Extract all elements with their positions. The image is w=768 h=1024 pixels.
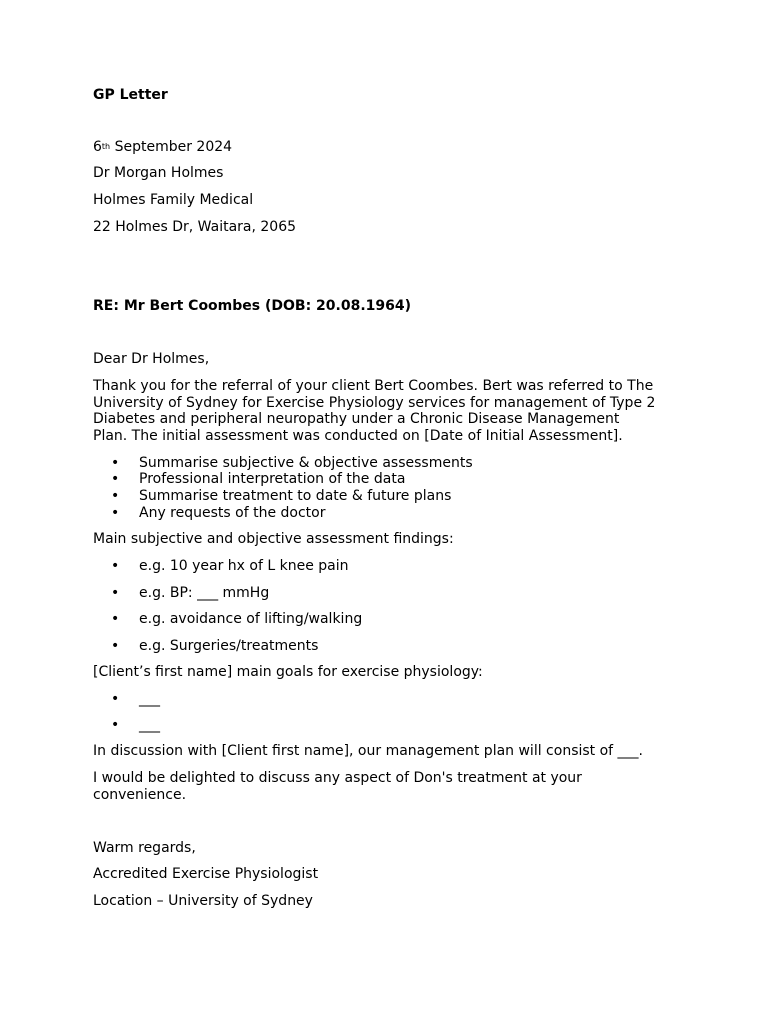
date-day: 6 xyxy=(93,139,102,155)
goals-bullet-item: ___ xyxy=(139,691,160,707)
findings-heading: Main subjective and objective assessment findings: xyxy=(93,531,454,547)
bullet-glyph: • xyxy=(111,455,120,471)
findings-bullet-item: e.g. 10 year hx of L knee pain xyxy=(139,558,349,574)
bullet-glyph: • xyxy=(111,505,120,521)
management-plan-line: In discussion with [Client first name], our management plan will consist of ___. xyxy=(93,743,643,759)
findings-bullet-item: e.g. BP: ___ mmHg xyxy=(139,585,270,601)
signoff: Warm regards, xyxy=(93,840,196,856)
bullet-glyph: • xyxy=(111,471,120,487)
practice-address: 22 Holmes Dr, Waitara, 2065 xyxy=(93,219,297,235)
findings-bullet-item: e.g. Surgeries/treatments xyxy=(139,638,319,654)
bullet-glyph: • xyxy=(111,558,120,574)
letter-heading: GP Letter xyxy=(93,87,168,103)
signature-location: Location – University of Sydney xyxy=(93,893,313,909)
date-month-year: September 2024 xyxy=(110,139,233,155)
bullet-glyph: • xyxy=(111,691,120,707)
recipient-name: Dr Morgan Holmes xyxy=(93,165,224,181)
closing-paragraph xyxy=(93,770,673,803)
intro-line: Diabetes and peripheral neuropathy under a Chronic Disease Management xyxy=(93,411,620,427)
salutation: Dear Dr Holmes, xyxy=(93,351,210,367)
goals-bullet-item: ___ xyxy=(139,717,160,733)
summary-bullet-item: Professional interpretation of the data xyxy=(139,471,406,487)
closing-line: I would be delighted to discuss any aspect of Don's treatment at your xyxy=(93,770,582,786)
bullet-glyph: • xyxy=(111,488,120,504)
summary-bullet-item: Any requests of the doctor xyxy=(139,505,326,521)
intro-line: Plan. The initial assessment was conducted on [Date of Initial Assessment]. xyxy=(93,427,623,444)
practice-name: Holmes Family Medical xyxy=(93,192,254,208)
findings-bullet-item: e.g. avoidance of lifting/walking xyxy=(139,611,363,627)
letter-date xyxy=(93,139,232,156)
intro-line: Thank you for the referral of your client Bert Coombes. Bert was referred to The xyxy=(93,378,654,394)
re-line: RE: Mr Bert Coombes (DOB: 20.08.1964) xyxy=(93,298,412,314)
signature-title: Accredited Exercise Physiologist xyxy=(93,866,319,882)
date-ordinal-suffix: th xyxy=(101,142,111,151)
intro-paragraph xyxy=(93,378,673,444)
summary-bullet-item: Summarise treatment to date & future plans xyxy=(139,488,452,504)
bullet-glyph: • xyxy=(111,638,120,654)
bullet-glyph: • xyxy=(111,585,120,601)
summary-bullet-item: Summarise subjective & objective assessments xyxy=(139,455,473,471)
closing-line: convenience. xyxy=(93,786,187,803)
goals-heading: [Client’s first name] main goals for exercise physiology: xyxy=(93,664,483,680)
bullet-glyph: • xyxy=(111,611,120,627)
bullet-glyph: • xyxy=(111,717,120,733)
intro-line: University of Sydney for Exercise Physiology services for management of Type 2 xyxy=(93,394,656,411)
